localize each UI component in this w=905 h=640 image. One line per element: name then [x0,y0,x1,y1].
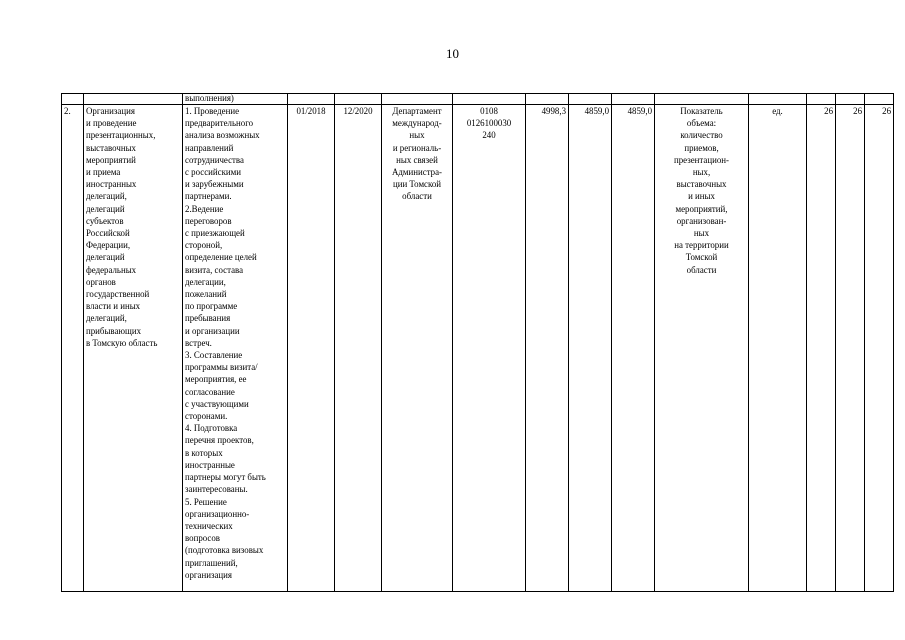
amount-3: 4859,0 [612,105,655,592]
text-line: технических [185,520,233,531]
text-line: согласование [185,386,235,397]
cell-start [288,94,335,105]
text-line: стороной, [185,240,223,251]
text-line: 240 [482,130,496,141]
cell-end [335,94,382,105]
text-line: ных [409,130,425,141]
text-line: мероприятий [86,154,136,165]
text-line: в Томскую область [86,337,158,348]
text-line: Томской [685,252,718,263]
text-line: и приема [86,167,121,178]
text-line: организован- [676,215,727,226]
text-line: области [686,264,717,275]
text-line: анализа возможных [185,130,260,141]
text-line: перечня проектов, [185,435,254,446]
text-line: государственной [86,289,150,300]
cell-unit [749,94,807,105]
text-line: 5. Решение [185,496,227,507]
amount-1: 4998,3 [526,105,569,592]
text-line: ных, [692,167,711,178]
cell-amount-2 [569,94,612,105]
text-line: международ- [392,118,442,129]
text-line: делегаций [86,252,125,263]
text-line: и проведение [86,118,137,129]
text-line: по программе [185,301,238,312]
text-line: делегаций, [86,313,127,324]
text-line: организация [185,569,232,580]
text-line: и зарубежными [185,179,244,190]
text-line: пожеланий [185,289,227,300]
text-line: приемов, [684,142,719,153]
activity-table [61,93,894,592]
text-line: заинтересованы. [185,484,248,495]
text-line: Департамент [392,106,442,116]
steps-continuation-text: выполнения) [185,93,234,103]
page-number: 10 [446,46,459,61]
text-line: прибывающих [86,325,142,336]
cell-amount-3 [612,94,655,105]
text-line: партнеры могут быть [185,472,266,483]
text-line: власти и иных [86,301,141,312]
text-line: федеральных [86,264,137,275]
text-line: Российской [86,228,130,239]
cell-executor [382,94,453,105]
text-line: 2.Ведение [185,203,224,214]
text-line: объема: [686,118,717,129]
text-line: презентацион- [674,154,729,165]
text-line: органов [86,276,116,287]
text-line: с российскими [185,167,241,178]
text-line: 3. Составление [185,350,243,361]
amount-2: 4859,0 [569,105,612,592]
text-line: партнерами. [185,191,232,202]
cell-name [84,94,183,105]
text-line: сторонами. [185,411,228,422]
text-line: 1. Проведение [185,106,240,116]
text-line: встреч. [185,337,212,348]
cell-value-2 [836,94,865,105]
text-line: организационно- [185,508,250,519]
cell-value-1 [807,94,836,105]
unit: ед. [749,105,807,592]
text-line: приглашений, [185,557,238,568]
text-line: 4. Подготовка [185,423,238,434]
text-line: ных связей [396,154,438,165]
text-line: Показатель [680,106,723,116]
text-line: программы визита/ [185,362,258,373]
text-line: с приезжающей [185,228,245,239]
text-line: и региональ- [392,142,442,153]
text-line: визита, состава [185,264,244,275]
text-line: Федерации, [86,240,131,251]
text-line: иностранных [86,179,137,190]
activity-name [84,105,183,592]
text-line: выставочных [86,142,136,153]
cell-steps [183,94,288,105]
cell-value-3 [865,94,894,105]
cell-amount-1 [526,94,569,105]
activity-steps [183,105,288,592]
text-line: Организация [86,106,135,116]
budget-code [453,105,526,592]
text-line: делегации, [185,276,226,287]
text-line: делегаций, [86,191,127,202]
cell-indicator [655,94,749,105]
text-line: с участвующими [185,398,249,409]
text-line: мероприятий, [675,203,728,214]
executor [382,105,453,592]
text-line: мероприятия, ее [185,374,247,385]
text-line: сотрудничества [185,154,244,165]
text-line: презентационных, [86,130,156,141]
table-row [62,105,894,592]
text-line: иностранные [185,459,235,470]
text-line: 0108 [480,106,498,116]
start-date: 01/2018 [288,105,335,592]
cell-num [62,94,84,105]
text-line: в которых [185,447,223,458]
text-line: области [402,191,432,202]
value-2: 26 [836,105,865,592]
text-line: направлений [185,142,234,153]
text-line: ции Томской [392,179,442,190]
text-line: вопросов [185,533,220,544]
text-line: 0126100030 [466,118,512,129]
text-line: Администра- [391,167,443,178]
text-line: субъектов [86,215,124,226]
indicator [655,105,749,592]
text-line: и иных [688,191,715,202]
row-number: 2. [62,105,84,592]
value-1: 26 [807,105,836,592]
text-line: ных [693,228,710,239]
end-date: 12/2020 [335,105,382,592]
text-line: (подготовка визовых [185,545,264,556]
continuation-row [62,94,894,105]
text-line: предварительного [185,118,254,129]
text-line: и организации [185,325,240,336]
cell-code [453,94,526,105]
text-line: переговоров [185,215,232,226]
text-line: определение целей [185,252,257,263]
text-line: делегаций [86,203,125,214]
text-line: на территории [674,240,729,251]
text-line: пребывания [185,313,231,324]
value-3: 26 [865,105,894,592]
text-line: выставочных [676,179,727,190]
text-line: количество [680,130,723,141]
